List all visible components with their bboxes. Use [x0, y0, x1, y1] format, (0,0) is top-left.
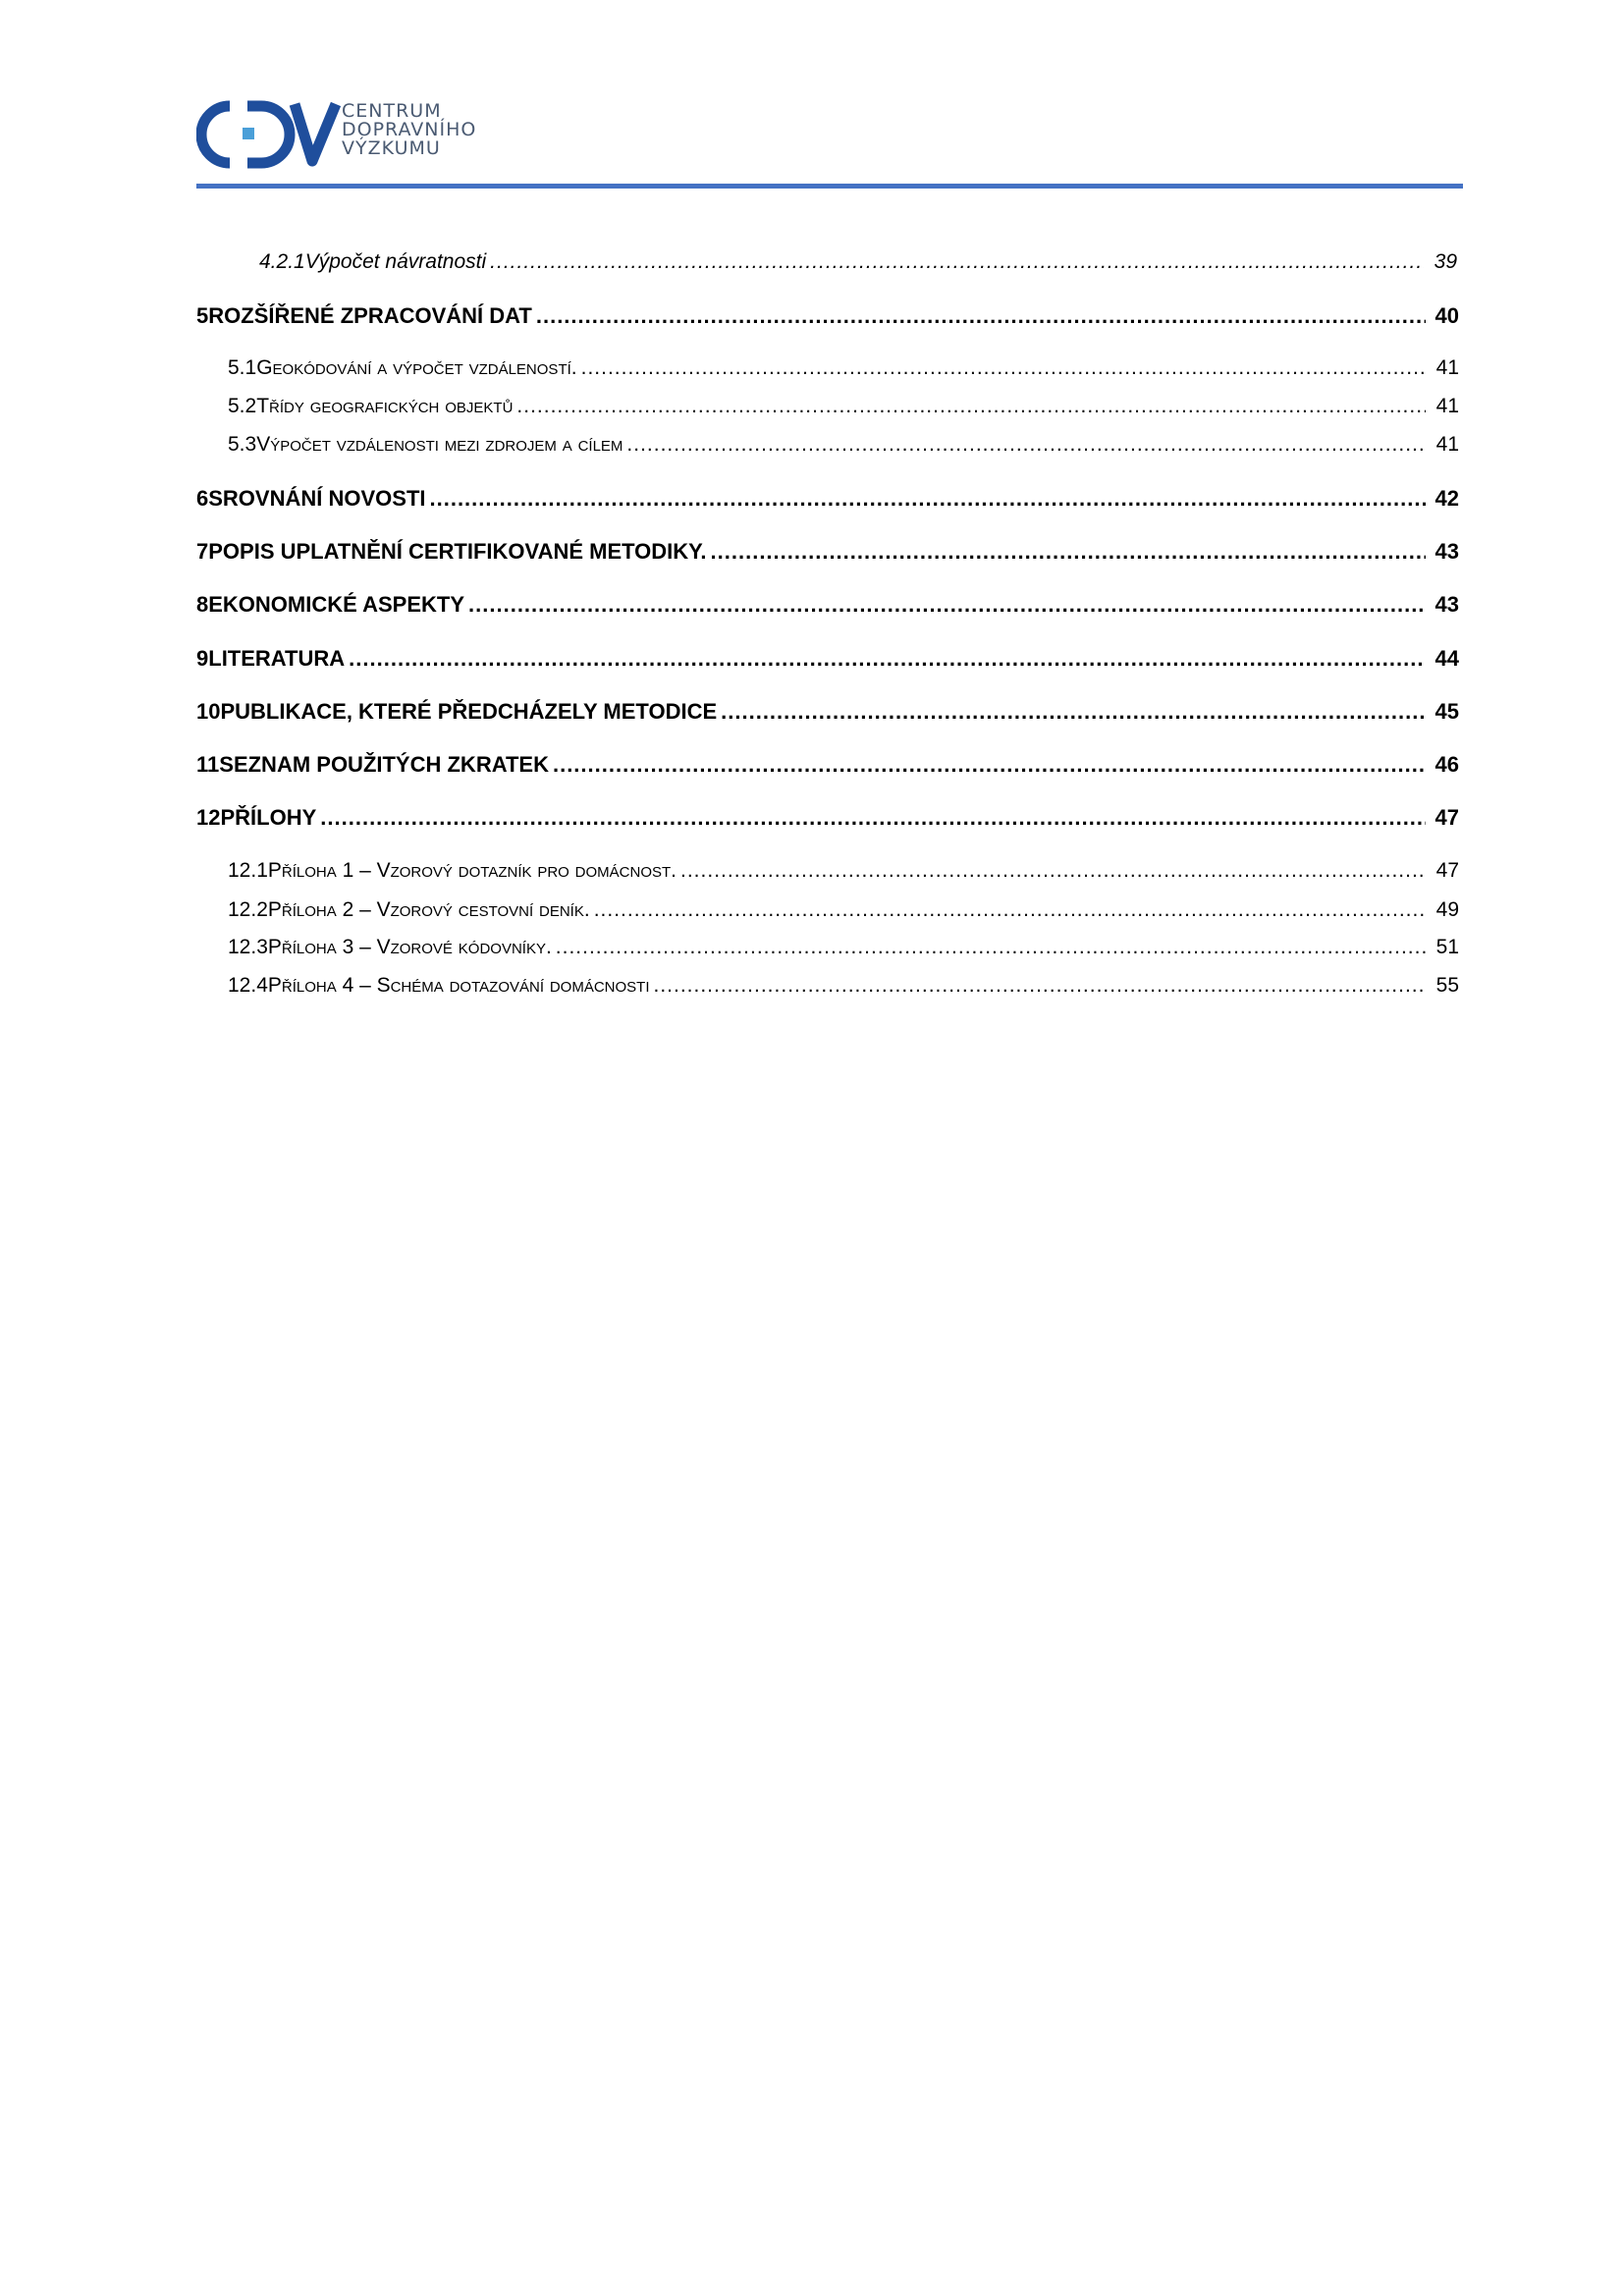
toc-entry-title: Příloha 2 – Vzorový cestovní deník. [267, 898, 590, 921]
toc-entry-number: 5.3 [228, 433, 257, 456]
toc-entry-number: 5 [196, 303, 209, 328]
toc-entry-page: 41 [1435, 356, 1459, 379]
toc-leader-dots [320, 805, 1426, 831]
toc-entry-page: 44 [1435, 646, 1459, 671]
toc-entry[interactable] [259, 250, 1457, 274]
toc-entry[interactable] [228, 859, 1459, 883]
toc-entry-title: Geokódování a výpočet vzdáleností. [256, 356, 577, 379]
toc-entry-number: 12.4 [228, 974, 268, 997]
toc-entry-title: SROVNÁNÍ NOVOSTI [208, 486, 426, 511]
toc-entry-title: POPIS UPLATNĚNÍ CERTIFIKOVANÉ METODIKY. [208, 539, 707, 564]
toc-entry-number: 12.1 [228, 859, 268, 882]
logo-wordmark [342, 102, 476, 158]
toc-entry-page: 49 [1435, 898, 1459, 921]
toc-leader-dots [581, 356, 1426, 380]
toc-leader-dots [626, 433, 1426, 457]
toc-entry[interactable] [228, 936, 1459, 959]
toc-leader-dots [711, 539, 1426, 565]
header-rule [196, 184, 1463, 189]
toc-entry[interactable] [228, 395, 1459, 418]
toc-leader-dots [680, 859, 1426, 883]
toc-entry-title: Příloha 1 – Vzorový dotazník pro domácnost. [267, 859, 677, 882]
toc-entry-title: SEZNAM POUŽITÝCH ZKRATEK [219, 752, 549, 777]
toc-leader-dots [594, 898, 1426, 922]
toc-leader-dots [536, 303, 1426, 329]
toc-entry[interactable] [196, 805, 1459, 831]
toc-entry-page: 46 [1435, 752, 1459, 777]
toc-entry[interactable] [228, 356, 1459, 380]
toc-entry-number: 5.2 [228, 395, 257, 417]
toc-entry[interactable] [196, 486, 1459, 512]
toc-leader-dots [556, 936, 1426, 959]
cdv-logo [196, 100, 344, 169]
toc-leader-dots [468, 592, 1426, 618]
toc-leader-dots [516, 395, 1426, 418]
toc-entry-page: 51 [1435, 936, 1459, 958]
page-header [196, 88, 1463, 196]
toc-entry[interactable] [228, 433, 1459, 457]
toc-entry-page: 41 [1435, 395, 1459, 417]
toc-leader-dots [490, 250, 1424, 274]
toc-leader-dots [430, 486, 1427, 512]
toc-entry-title: ROZŠÍŘENÉ ZPRACOVÁNÍ DAT [208, 303, 532, 328]
toc-entry-number: 8 [196, 592, 209, 617]
toc-entry-page: 55 [1435, 974, 1459, 997]
toc-entry-number: 4.2.1 [259, 250, 305, 273]
logo-line: DOPRAVNÍHO [342, 119, 477, 140]
toc-leader-dots [721, 699, 1426, 725]
logo-line: CENTRUM [342, 100, 442, 122]
toc-entry-number: 12.2 [228, 898, 268, 921]
toc-entry-title: PUBLIKACE, KTERÉ PŘEDCHÁZELY METODICE [220, 699, 718, 724]
toc-entry-page: 47 [1435, 859, 1459, 882]
logo-line: VÝZKUMU [342, 137, 441, 159]
toc-entry-page: 43 [1435, 539, 1459, 564]
toc-entry-title: Příloha 4 – Schéma dotazování domácnosti [267, 974, 650, 997]
toc-entry-title: LITERATURA [208, 646, 346, 671]
toc-entry-number: 12.3 [228, 936, 268, 958]
toc-entry[interactable] [196, 539, 1459, 565]
toc-entry[interactable] [196, 699, 1459, 725]
toc-leader-dots [349, 646, 1426, 672]
toc-entry-number: 7 [196, 539, 209, 564]
toc-entry-page: 40 [1435, 303, 1459, 328]
toc-entry-number: 11 [196, 752, 220, 777]
toc-entry-title: PŘÍLOHY [220, 805, 317, 830]
toc-entry-page: 41 [1435, 433, 1459, 456]
toc-entry[interactable] [196, 303, 1459, 329]
toc-entry-page: 43 [1435, 592, 1459, 617]
toc-entry-page: 42 [1435, 486, 1459, 511]
toc-leader-dots [654, 974, 1427, 998]
toc-entry-page: 39 [1434, 250, 1457, 273]
toc-entry-title: Příloha 3 – Vzorové kódovníky. [267, 936, 552, 958]
toc-entry[interactable] [228, 974, 1459, 998]
toc-entry-title: EKONOMICKÉ ASPEKTY [208, 592, 465, 617]
toc-entry-number: 12 [196, 805, 221, 830]
toc-entry-title: Výpočet vzdálenosti mezi zdrojem a cílem [256, 433, 623, 456]
toc-entry-number: 5.1 [228, 356, 257, 379]
toc-entry[interactable] [228, 898, 1459, 922]
toc-entry-title: Výpočet návratnosti [304, 250, 487, 273]
toc-entry[interactable] [196, 646, 1459, 672]
toc-entry-page: 47 [1435, 805, 1459, 830]
toc-entry-number: 10 [196, 699, 221, 724]
toc-entry-number: 6 [196, 486, 209, 511]
toc-entry[interactable] [196, 752, 1459, 778]
toc-entry-number: 9 [196, 646, 209, 671]
toc-entry-page: 45 [1435, 699, 1459, 724]
toc-entry[interactable] [196, 592, 1459, 618]
toc-leader-dots [553, 752, 1426, 778]
toc-entry-title: Třídy geografických objektů [256, 395, 514, 417]
